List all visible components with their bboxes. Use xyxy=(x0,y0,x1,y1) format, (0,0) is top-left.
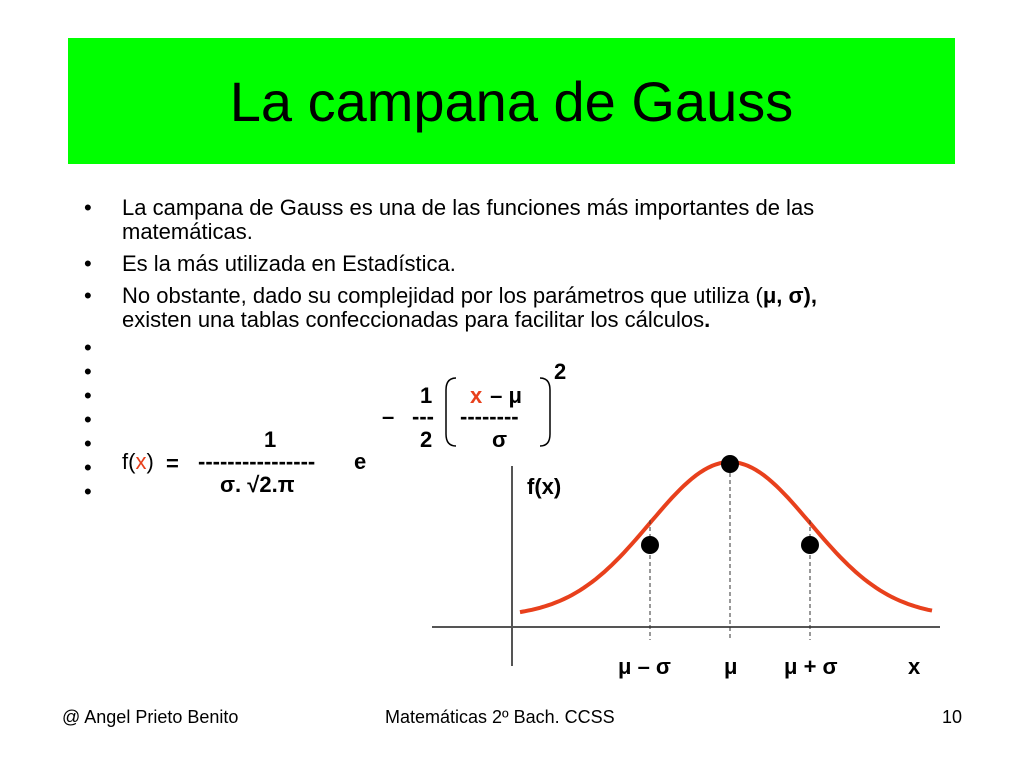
gauss-curve xyxy=(520,462,932,612)
exp-denominator: 2 xyxy=(420,427,433,452)
exp-sigma: σ xyxy=(492,427,508,452)
f-close: ) xyxy=(146,449,154,474)
footer-page-number: 10 xyxy=(942,707,963,727)
bullet-marker: • xyxy=(84,359,92,384)
bullet-marker: • xyxy=(84,407,92,432)
inflection-point-left xyxy=(641,536,659,554)
bullet-marker: • xyxy=(84,251,92,276)
x-label-mu-minus-sigma: μ – σ xyxy=(618,654,671,679)
coef-denominator: σ. √2.π xyxy=(220,472,295,497)
exp-fraction-line-1: --- xyxy=(412,404,434,429)
bullet-3-params: μ, σ), xyxy=(762,283,817,308)
bullet-1-line-2: matemáticas. xyxy=(122,219,253,244)
footer-course: Matemáticas 2º Bach. CCSS xyxy=(385,707,615,727)
x-label-x: x xyxy=(908,654,921,679)
bullet-marker: • xyxy=(84,283,92,308)
coef-fraction-line: ---------------- xyxy=(198,449,316,474)
coef-numerator: 1 xyxy=(264,427,277,452)
bullet-marker: • xyxy=(84,383,92,408)
f-x: x xyxy=(135,449,147,474)
bullet-marker: • xyxy=(84,479,92,504)
peak-point xyxy=(721,455,739,473)
bullet-marker: • xyxy=(84,195,92,220)
exp-numerator: 1 xyxy=(420,383,433,408)
equals-sign: = xyxy=(166,451,179,476)
exp-minus-sign: – xyxy=(382,404,395,429)
footer-author: @ Angel Prieto Benito xyxy=(62,707,239,727)
bullet-marker: • xyxy=(84,431,92,456)
bullet-1-line-1: La campana de Gauss es una de las funciones más importantes de las xyxy=(122,195,815,220)
page-title: La campana de Gauss xyxy=(229,69,794,133)
bullet-marker: • xyxy=(84,335,92,360)
bullet-3-line-2: existen una tablas confeccionadas para facilitar los cálculos xyxy=(122,307,705,332)
f-open: f( xyxy=(122,449,136,474)
exp-fraction-line-2: -------- xyxy=(460,404,519,429)
exp-x: x xyxy=(470,383,483,408)
bullet-3-text: No obstante, dado su complejidad por los parámetros que utiliza ( xyxy=(122,283,763,308)
y-axis-label: f(x) xyxy=(527,474,562,499)
bullet-text-2: Es la más utilizada en Estadística. xyxy=(122,251,456,276)
e-constant: e xyxy=(354,449,367,474)
x-label-mu-plus-sigma: μ + σ xyxy=(784,654,838,679)
x-label-mu: μ xyxy=(724,654,738,679)
inflection-point-right xyxy=(801,536,819,554)
bullet-3-period: . xyxy=(704,307,711,332)
exp-minus-mu: – μ xyxy=(484,383,522,408)
exp-power: 2 xyxy=(554,359,567,384)
bullet-marker: • xyxy=(84,455,92,480)
